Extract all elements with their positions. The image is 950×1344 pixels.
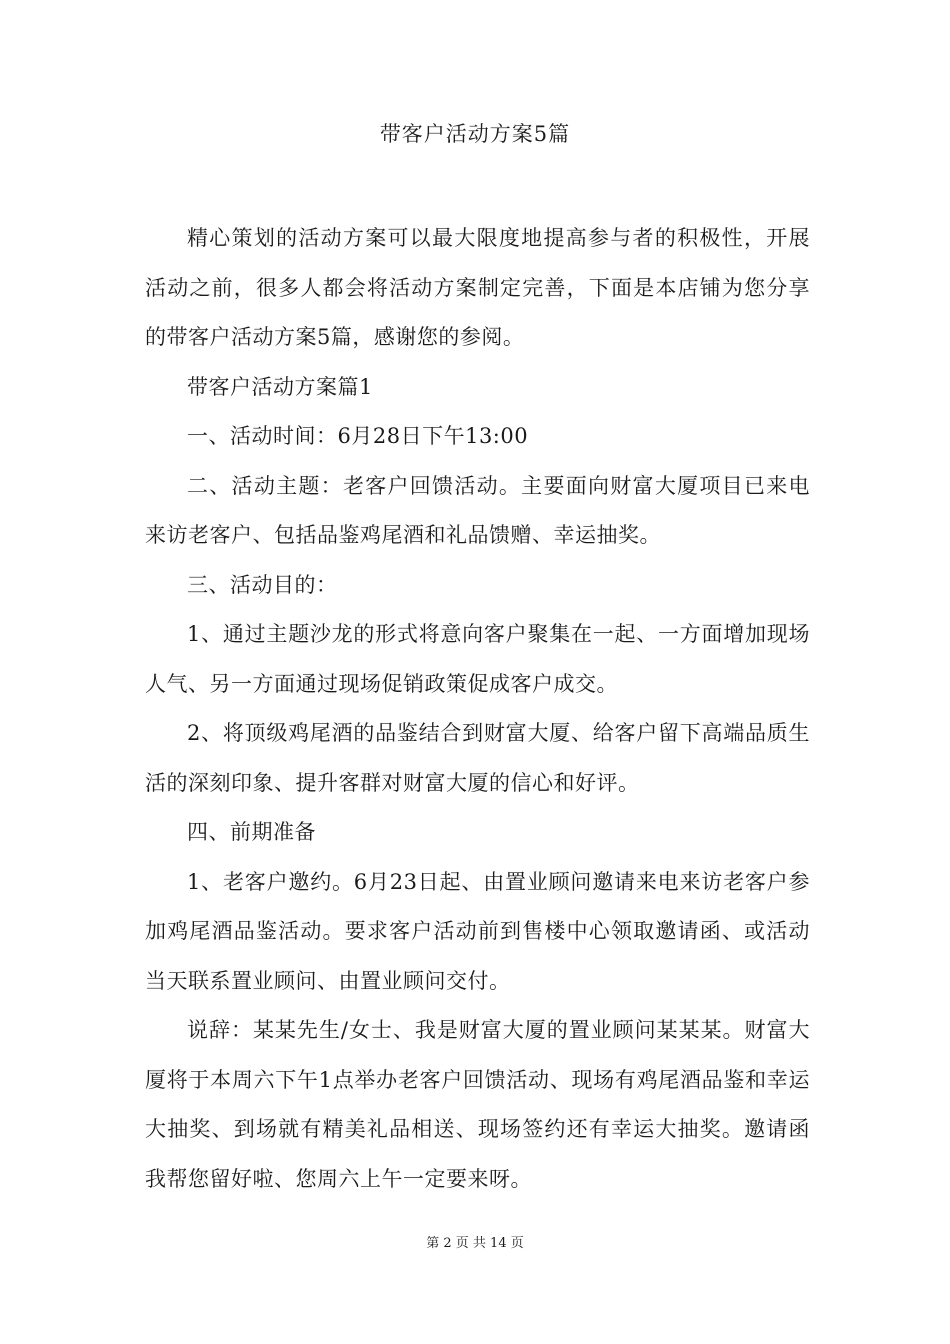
- section-heading: 带客户活动方案篇1: [187, 374, 373, 399]
- paragraph-activity-purpose-heading: 三、活动目的：: [187, 572, 338, 597]
- intro-paragraph: 精心策划的活动方案可以最大限度地提高参与者的积极性，开展活动之前，很多人都会将活动方案制定完善，下面是本店铺为您分享的带客户活动方案5篇，感谢您的参阅。: [145, 226, 810, 349]
- paragraph-activity-theme: 二、活动主题：老客户回馈活动。主要面向财富大厦项目已来电来访老客户、包括品鉴鸡尾酒和礼品馈赠、幸运抽奖。: [145, 473, 810, 547]
- paragraph-script: 说辞：某某先生/女士、我是财富大厦的置业顾问某某某。财富大厦将于本周六下午1点举办老客户回馈活动、现场有鸡尾酒品鉴和幸运大抽奖、到场就有精美礼品相送、现场签约还有幸运大抽奖。邀请函我帮您留好啦、您周六上午一定要来呀。: [145, 1018, 810, 1191]
- document-title: 带客户活动方案5篇: [379, 122, 571, 146]
- paragraph-activity-time: 一、活动时间：6月28日下午13:00: [187, 424, 529, 448]
- page-footer: 第 2 页 共 14 页: [426, 1236, 524, 1251]
- paragraph-preparation-heading: 四、前期准备: [187, 820, 316, 844]
- paragraph-purpose-2: 2、将顶级鸡尾酒的品鉴结合到财富大厦、给客户留下高端品质生活的深刻印象、提升客群对财富大厦的信心和好评。: [145, 721, 810, 795]
- paragraph-preparation-1: 1、老客户邀约。6月23日起、由置业顾问邀请来电来访老客户参加鸡尾酒品鉴活动。要求客户活动前到售楼中心领取邀请函、或活动当天联系置业顾问、由置业顾问交付。: [145, 869, 810, 993]
- document-body: [145, 214, 810, 1204]
- paragraph-purpose-1: 1、通过主题沙龙的形式将意向客户聚集在一起、一方面增加现场人气、另一方面通过现场促销政策促成客户成交。: [145, 622, 810, 696]
